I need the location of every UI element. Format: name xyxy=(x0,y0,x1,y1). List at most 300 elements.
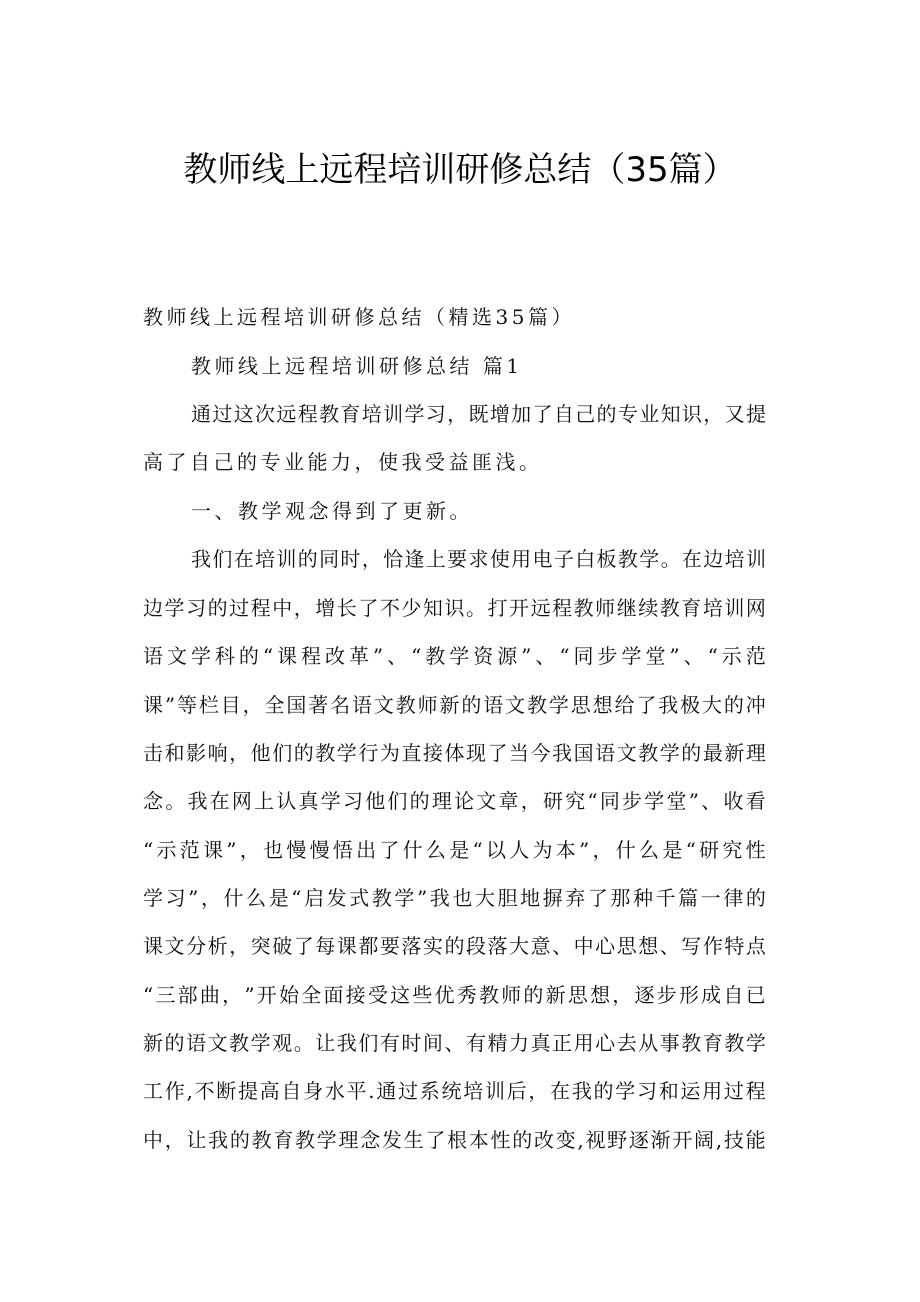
character: 使 xyxy=(489,547,510,571)
character: 的 xyxy=(461,693,482,717)
character: 为 xyxy=(532,838,553,862)
character: “ xyxy=(559,644,570,668)
character: 自 xyxy=(281,1079,302,1103)
character: 发 xyxy=(381,1128,402,1152)
character: 破 xyxy=(272,934,293,958)
character: 边 xyxy=(143,596,163,620)
character: 直 xyxy=(401,741,422,765)
character: 又 xyxy=(724,402,745,426)
character: 业 xyxy=(639,402,660,426)
character: 增 xyxy=(489,402,510,426)
character: 师 xyxy=(501,983,522,1007)
character: 训 xyxy=(484,1079,505,1103)
character: 他 xyxy=(250,741,271,765)
character: 学 xyxy=(164,596,185,620)
character: 同 xyxy=(573,644,594,668)
character: 启 xyxy=(304,886,325,910)
character: 技 xyxy=(723,1128,744,1152)
character: 事 xyxy=(659,1031,680,1055)
character: 既 xyxy=(468,402,489,426)
character: 语 xyxy=(143,644,163,668)
character: ， xyxy=(447,402,468,426)
character: 慢 xyxy=(309,838,330,862)
character: 真 xyxy=(298,789,319,813)
character: 电 xyxy=(532,547,553,571)
character: 学 xyxy=(404,402,425,426)
character: 研 xyxy=(542,789,563,813)
character: 课 xyxy=(143,693,163,717)
character: 秀 xyxy=(456,983,477,1007)
paragraph-line xyxy=(143,740,766,766)
character: 著 xyxy=(308,693,329,717)
character: 程 xyxy=(301,644,322,668)
character: 开 xyxy=(509,596,530,620)
character: 人 xyxy=(509,838,530,862)
character: 学 xyxy=(320,789,341,813)
character: ， xyxy=(612,983,633,1007)
character: 思 xyxy=(616,934,637,958)
character: 教 xyxy=(251,1128,272,1152)
character: 要 xyxy=(447,547,468,571)
character: 堂 xyxy=(666,789,687,813)
paragraph-line xyxy=(143,643,766,669)
character: 给 xyxy=(614,693,635,717)
character: ， xyxy=(528,1079,549,1103)
character: 用 xyxy=(511,547,532,571)
character: 什 xyxy=(223,886,244,910)
character: ， xyxy=(703,402,724,426)
character: 的 xyxy=(745,886,766,910)
character: 大 xyxy=(701,693,722,717)
character: 心 xyxy=(595,1031,616,1055)
character: 次 xyxy=(255,402,276,426)
character: 看 xyxy=(745,789,766,813)
character: 革 xyxy=(348,644,369,668)
character: 用 xyxy=(702,1079,723,1103)
character: 了 xyxy=(636,693,657,717)
character: 我 xyxy=(187,789,208,813)
character: 上 xyxy=(425,547,446,571)
character: 为 xyxy=(379,741,400,765)
character: 学 xyxy=(449,644,470,668)
character: 示 xyxy=(156,838,177,862)
character: 习 xyxy=(186,596,207,620)
character: 理 xyxy=(338,1128,359,1152)
character: 段 xyxy=(465,934,486,958)
character: 习 xyxy=(165,886,186,910)
character: 增 xyxy=(315,596,336,620)
character: 思 xyxy=(567,983,588,1007)
character: 范 xyxy=(179,838,200,862)
character: ， xyxy=(242,693,263,717)
character: 体 xyxy=(444,741,465,765)
character: 教 xyxy=(638,741,659,765)
character: 究 xyxy=(722,838,743,862)
character: 语 xyxy=(595,741,616,765)
character: 开 xyxy=(672,1128,693,1152)
character: 本 xyxy=(555,838,576,862)
character: 胆 xyxy=(497,886,518,910)
character: 们 xyxy=(212,547,233,571)
character: 远 xyxy=(530,596,551,620)
character: 学 xyxy=(659,741,680,765)
character: 特 xyxy=(724,934,745,958)
character: 学 xyxy=(548,693,569,717)
character: 培 xyxy=(702,596,723,620)
character: 的 xyxy=(444,934,465,958)
character: 步 xyxy=(622,789,643,813)
character: 的 xyxy=(297,547,318,571)
paragraph-line xyxy=(143,692,766,718)
character: 这 xyxy=(390,983,411,1007)
character: 理 xyxy=(745,741,766,765)
character: 自 xyxy=(723,983,744,1007)
character: 学 xyxy=(190,644,211,668)
paragraph-line: 高了自己的专业能力，使我受益匪浅。 xyxy=(143,450,543,474)
character: 阔 xyxy=(694,1128,715,1152)
character: 目 xyxy=(220,693,241,717)
character: ” xyxy=(226,838,237,862)
character: 学 xyxy=(250,1031,271,1055)
character: 。 xyxy=(293,1031,314,1055)
character: 继 xyxy=(616,596,637,620)
character: “ xyxy=(707,644,718,668)
character: 变 xyxy=(555,1128,576,1152)
character: 学 xyxy=(143,886,163,910)
character: 的 xyxy=(523,983,544,1007)
character: 今 xyxy=(530,741,551,765)
character: 少 xyxy=(401,596,422,620)
character: 语 xyxy=(351,693,372,717)
character: 中 xyxy=(573,934,594,958)
character: 栏 xyxy=(198,693,219,717)
character: 教 xyxy=(319,402,340,426)
character: 弃 xyxy=(565,886,586,910)
character: ” xyxy=(669,644,680,668)
character: ” xyxy=(688,789,699,813)
character: 优 xyxy=(434,983,455,1007)
character: 高 xyxy=(259,1079,280,1103)
character: ” xyxy=(188,886,199,910)
paragraph-line xyxy=(143,595,766,621)
character: 写 xyxy=(681,934,702,958)
character: 课 xyxy=(336,934,357,958)
character: 的 xyxy=(164,1031,185,1055)
character: ， xyxy=(520,789,541,813)
character: 识 xyxy=(681,402,702,426)
character: 接 xyxy=(345,983,366,1007)
character: 、 xyxy=(552,934,573,958)
character: 大 xyxy=(509,934,530,958)
character: 课 xyxy=(143,934,163,958)
character: 慢 xyxy=(286,838,307,862)
character: 什 xyxy=(615,838,636,862)
character: 想 xyxy=(638,934,659,958)
character: 成 xyxy=(701,983,722,1007)
character: 在 xyxy=(209,789,230,813)
character: 培 xyxy=(255,547,276,571)
character: 通 xyxy=(191,402,211,426)
character: 以 xyxy=(485,838,506,862)
character: 在 xyxy=(681,547,702,571)
character: 习 xyxy=(636,1079,657,1103)
character: 文 xyxy=(164,934,185,958)
character: 时 xyxy=(401,1031,422,1055)
character: 击 xyxy=(143,741,163,765)
character: 程 xyxy=(552,596,573,620)
character: 曲 xyxy=(199,983,220,1007)
character: 平 xyxy=(346,1079,367,1103)
character: 我 xyxy=(208,1128,229,1152)
character: 改 xyxy=(324,644,345,668)
character: 训 xyxy=(745,547,766,571)
character: “ xyxy=(143,838,154,862)
character: 渐 xyxy=(650,1128,671,1152)
character: 网 xyxy=(745,596,766,620)
character: 么 xyxy=(425,838,446,862)
paragraph-line xyxy=(143,788,766,814)
character: 知 xyxy=(660,402,681,426)
character: 作 xyxy=(164,1079,185,1103)
character: 过 xyxy=(723,1079,744,1103)
character: 教 xyxy=(573,596,594,620)
character: 水 xyxy=(324,1079,345,1103)
character: 出 xyxy=(356,838,377,862)
character: 开 xyxy=(256,983,277,1007)
character: “ xyxy=(143,983,154,1007)
character: 么 xyxy=(639,838,660,862)
character: ， xyxy=(200,886,221,910)
character: 响 xyxy=(207,741,228,765)
character: ” xyxy=(244,983,255,1007)
character: 打 xyxy=(487,596,508,620)
character: 资 xyxy=(473,644,494,668)
character: 视 xyxy=(585,1128,606,1152)
character: 这 xyxy=(233,402,254,426)
section-heading: 一、教学观念得到了更新。 xyxy=(191,499,473,523)
character: 新 xyxy=(724,741,745,765)
character: 教 xyxy=(395,693,416,717)
character: 的 xyxy=(593,1079,614,1103)
character: 恰 xyxy=(383,547,404,571)
character: 语 xyxy=(186,1031,207,1055)
character: 间 xyxy=(422,1031,443,1055)
character: 中 xyxy=(272,596,293,620)
character: 研 xyxy=(699,838,720,862)
character: 语 xyxy=(483,693,504,717)
character: 野 xyxy=(607,1128,628,1152)
character: 培 xyxy=(463,1079,484,1103)
character: 学 xyxy=(621,644,642,668)
character: 现 xyxy=(465,741,486,765)
character: 们 xyxy=(272,741,293,765)
character: 我 xyxy=(571,1079,592,1103)
character: 系 xyxy=(419,1079,440,1103)
character: 、 xyxy=(535,644,556,668)
character: 落 xyxy=(487,934,508,958)
character: 板 xyxy=(596,547,617,571)
character: ， xyxy=(239,838,260,862)
character: 篇 xyxy=(678,886,699,910)
character: 范 xyxy=(745,644,766,668)
character: ” xyxy=(164,693,176,717)
character: “ xyxy=(262,644,274,668)
character: 什 xyxy=(402,838,423,862)
character: 己 xyxy=(575,402,596,426)
paragraph-line xyxy=(143,885,766,911)
character: 有 xyxy=(465,1031,486,1055)
character: 点 xyxy=(745,934,766,958)
character: 通 xyxy=(376,1079,397,1103)
character: 的 xyxy=(238,644,259,668)
character: 步 xyxy=(656,983,677,1007)
character: 们 xyxy=(358,1031,379,1055)
character: 让 xyxy=(315,1031,336,1055)
character: 求 xyxy=(468,547,489,571)
character: “ xyxy=(685,838,696,862)
character: 教 xyxy=(295,1128,316,1152)
character: 那 xyxy=(610,886,631,910)
character: , xyxy=(186,1079,193,1103)
character: ， xyxy=(592,838,613,862)
character: 改 xyxy=(533,1128,554,1152)
character: 已 xyxy=(745,983,766,1007)
character: 续 xyxy=(638,596,659,620)
character: 了 xyxy=(587,886,608,910)
character: 能 xyxy=(745,1128,766,1152)
character: 分 xyxy=(186,934,207,958)
character: “ xyxy=(291,886,302,910)
character: 识 xyxy=(444,596,465,620)
paragraph-line xyxy=(143,837,766,863)
character: 实 xyxy=(422,934,443,958)
character: 学 xyxy=(639,547,660,571)
character: 不 xyxy=(379,596,400,620)
character: 念 xyxy=(360,1128,381,1152)
character: 念 xyxy=(143,789,163,813)
character: 过 xyxy=(229,596,250,620)
character: 提 xyxy=(237,1079,258,1103)
character: 和 xyxy=(658,1079,679,1103)
character: 同 xyxy=(599,789,620,813)
subtitle-line: 教师线上远程培训研修总结（精选35篇） xyxy=(143,305,575,329)
character: 受 xyxy=(367,983,388,1007)
character: 我 xyxy=(191,547,211,571)
character: 冲 xyxy=(745,693,766,717)
paragraph-line xyxy=(143,1030,766,1056)
character: 、 xyxy=(683,644,704,668)
character: 教 xyxy=(724,1031,745,1055)
character: 了 xyxy=(293,934,314,958)
character: 文 xyxy=(207,1031,228,1055)
character: 都 xyxy=(358,934,379,958)
character: 的 xyxy=(293,741,314,765)
character: 过 xyxy=(212,402,233,426)
character: 全 xyxy=(264,693,285,717)
character: 们 xyxy=(387,789,408,813)
character: 师 xyxy=(417,693,438,717)
character: 科 xyxy=(214,644,235,668)
character: 教 xyxy=(478,983,499,1007)
character: 的 xyxy=(512,1128,533,1152)
character: 身 xyxy=(303,1079,324,1103)
character: ， xyxy=(222,983,243,1007)
character: 大 xyxy=(474,886,495,910)
character: 在 xyxy=(550,1079,571,1103)
character: 加 xyxy=(511,402,532,426)
character: 新 xyxy=(143,1031,163,1055)
character: 发 xyxy=(326,886,347,910)
character: ， xyxy=(164,1128,185,1152)
character: 文 xyxy=(616,741,637,765)
character: 。 xyxy=(465,596,486,620)
character: 、 xyxy=(659,934,680,958)
character: 的 xyxy=(596,402,617,426)
character: 文 xyxy=(476,789,497,813)
character: 在 xyxy=(233,547,254,571)
character: 去 xyxy=(616,1031,637,1055)
character: 当 xyxy=(509,741,530,765)
character: 教 xyxy=(659,596,680,620)
character: 究 xyxy=(565,789,586,813)
character: 部 xyxy=(177,983,198,1007)
character: 文 xyxy=(373,693,394,717)
character: 悟 xyxy=(332,838,353,862)
character: 学 xyxy=(745,1031,766,1055)
character: 等 xyxy=(176,693,197,717)
character: ” xyxy=(521,644,532,668)
character: 每 xyxy=(315,934,336,958)
character: , xyxy=(715,1128,723,1152)
character: 学 xyxy=(394,886,415,910)
paragraph-line xyxy=(191,546,766,572)
character: 是 xyxy=(268,886,289,910)
character: 极 xyxy=(680,693,701,717)
character: , xyxy=(577,1128,584,1152)
character: 是 xyxy=(662,838,683,862)
character: 。 xyxy=(165,789,186,813)
character: 生 xyxy=(403,1128,424,1152)
character: 想 xyxy=(590,983,611,1007)
paragraph-line xyxy=(191,401,766,427)
character: 也 xyxy=(263,838,284,862)
character: 逐 xyxy=(634,983,655,1007)
character: 了 xyxy=(379,838,400,862)
character: 习 xyxy=(342,789,363,813)
character: “ xyxy=(472,838,483,862)
character: 统 xyxy=(441,1079,462,1103)
character: 用 xyxy=(573,1031,594,1055)
character: 律 xyxy=(723,886,744,910)
character: 教 xyxy=(526,693,547,717)
character: 网 xyxy=(231,789,252,813)
character: 边 xyxy=(703,547,724,571)
character: 千 xyxy=(655,886,676,910)
character: 的 xyxy=(723,693,744,717)
character: 步 xyxy=(597,644,618,668)
character: 育 xyxy=(340,402,361,426)
character: 课 xyxy=(203,838,224,862)
character: 行 xyxy=(358,741,379,765)
character: 训 xyxy=(276,547,297,571)
character: 全 xyxy=(301,983,322,1007)
character: 逐 xyxy=(628,1128,649,1152)
character: 知 xyxy=(422,596,443,620)
character: 地 xyxy=(520,886,541,910)
character: 论 xyxy=(454,789,475,813)
character: 提 xyxy=(745,402,766,426)
character: 训 xyxy=(383,402,404,426)
